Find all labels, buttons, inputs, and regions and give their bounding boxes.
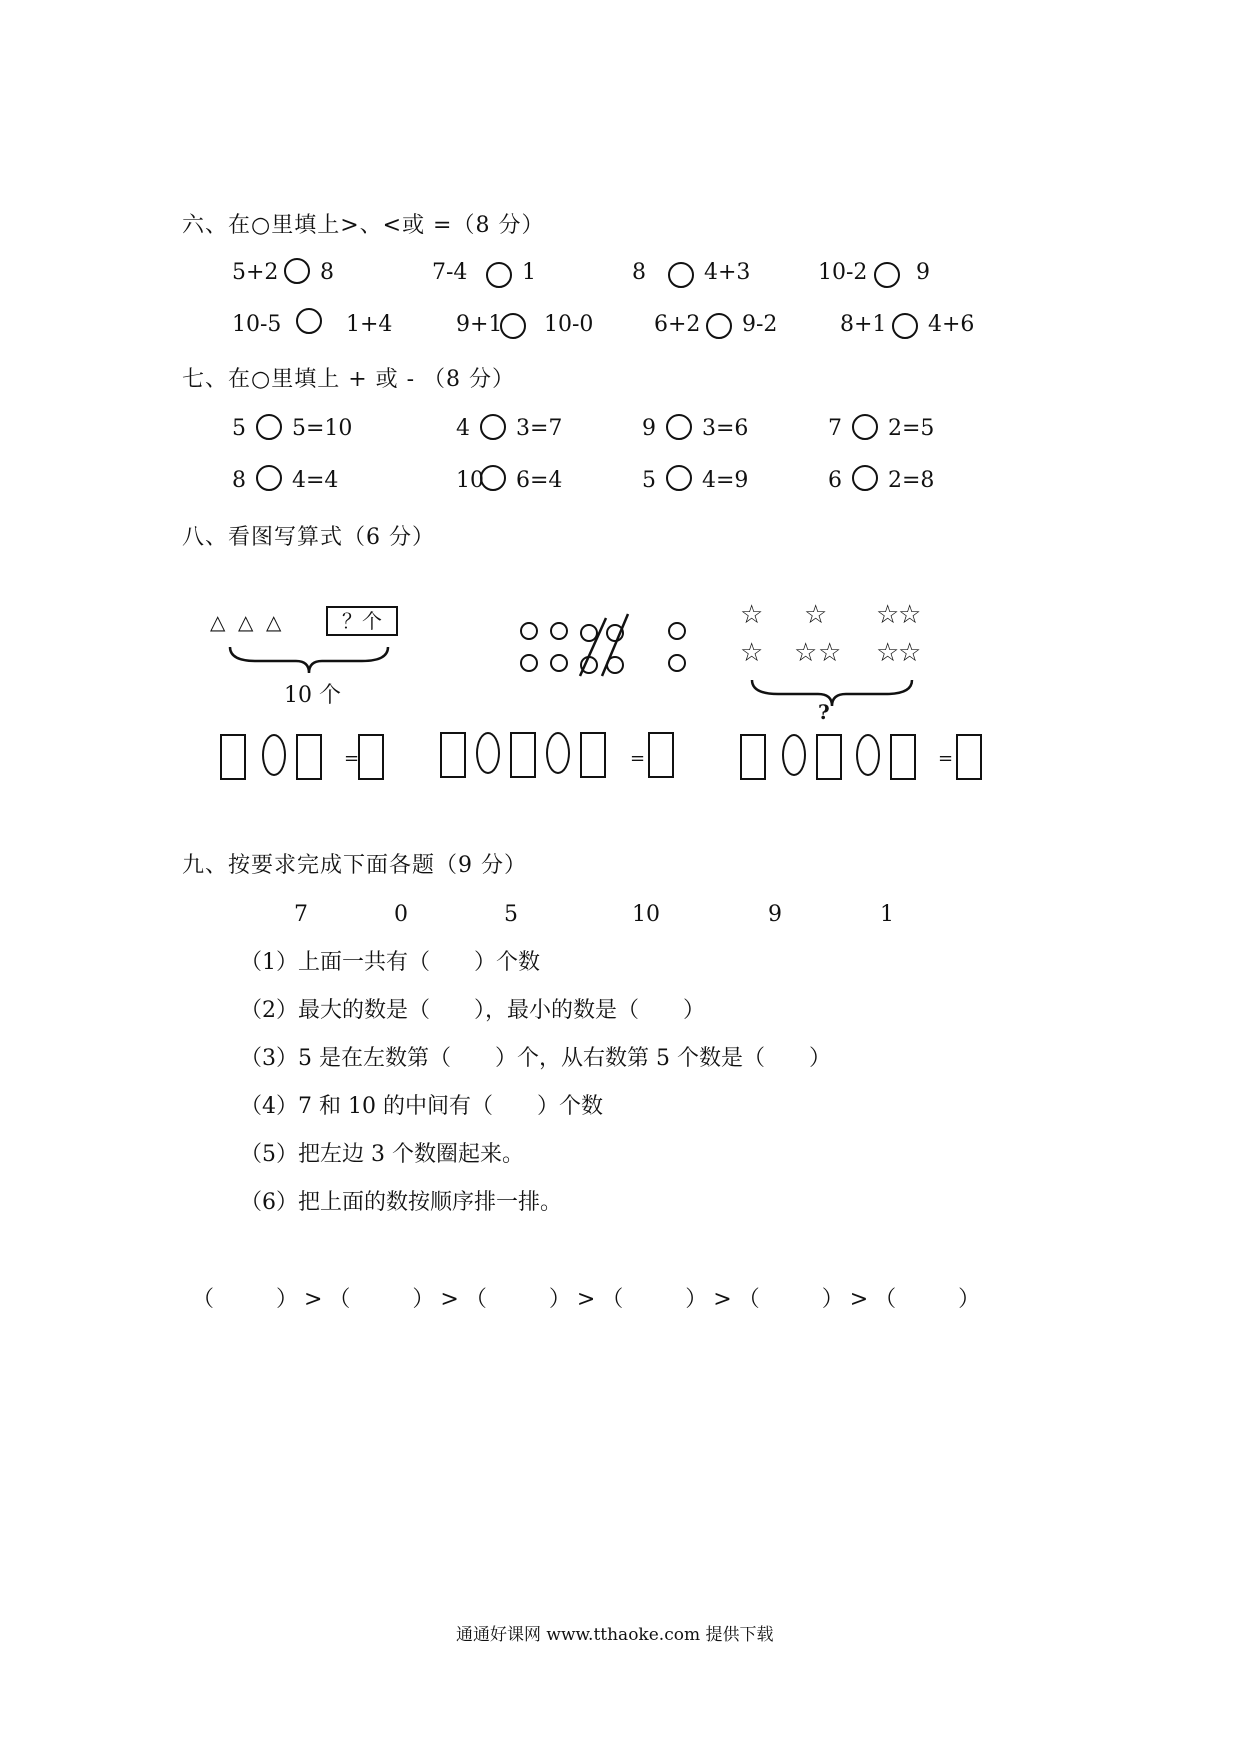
question-mark: ?	[818, 700, 830, 724]
question-4: （4）7 和 10 的中间有（ ）个数	[240, 1094, 603, 1119]
expr-left: 8	[632, 260, 646, 285]
expr-right: 6=4	[516, 468, 563, 493]
operator-oval[interactable]	[856, 734, 880, 776]
equals-sign: =	[938, 748, 954, 769]
expr-right: 3=7	[516, 416, 563, 441]
expr-left: 4	[456, 416, 470, 441]
expr-left: 6+2	[654, 312, 701, 337]
expr-right: 10-0	[544, 312, 594, 337]
operator-circle[interactable]	[852, 465, 878, 491]
number-item: 5	[504, 902, 518, 927]
brace-icon	[226, 645, 392, 675]
compare-circle[interactable]	[500, 313, 526, 339]
triangle-icon: △	[266, 610, 282, 634]
expr-right: 5=10	[292, 416, 353, 441]
number-item: 10	[632, 902, 660, 927]
circle-icon	[520, 654, 538, 672]
operator-oval[interactable]	[782, 734, 806, 776]
expr-right: 9-2	[742, 312, 778, 337]
question-5: （5）把左边 3 个数圈起来。	[240, 1142, 524, 1167]
operator-oval[interactable]	[262, 734, 286, 776]
number-item: 0	[394, 902, 408, 927]
star-icon: ☆	[898, 600, 922, 630]
question-6: （6）把上面的数按顺序排一排。	[240, 1190, 562, 1215]
footer-credit: 通通好课网 www.tthaoke.com 提供下载	[456, 1625, 774, 1645]
operator-oval[interactable]	[476, 732, 500, 774]
answer-box[interactable]	[648, 732, 674, 778]
expr-right: 4+3	[704, 260, 751, 285]
answer-box[interactable]	[440, 732, 466, 778]
circle-icon	[550, 622, 568, 640]
expr-left: 7-4	[432, 260, 468, 285]
operator-circle[interactable]	[480, 414, 506, 440]
answer-box[interactable]	[510, 732, 536, 778]
expr-right: 2=5	[888, 416, 935, 441]
expr-right: 1+4	[346, 312, 393, 337]
total-label: 10 个	[284, 683, 341, 708]
answer-box[interactable]	[358, 734, 384, 780]
compare-circle[interactable]	[874, 262, 900, 288]
expr-left: 5	[232, 416, 246, 441]
expr-left: 8	[232, 468, 246, 493]
star-icon: ☆	[876, 638, 900, 668]
expr-left: 10-2	[818, 260, 868, 285]
expr-right: 1	[522, 260, 536, 285]
expr-right: 4=4	[292, 468, 339, 493]
operator-circle[interactable]	[480, 465, 506, 491]
cross-out-icon	[576, 610, 636, 680]
number-item: 1	[880, 902, 894, 927]
expr-left: 5+2	[232, 260, 279, 285]
question-1: （1）上面一共有（ ）个数	[240, 950, 540, 975]
expr-left: 5	[642, 468, 656, 493]
compare-circle[interactable]	[668, 262, 694, 288]
circle-icon	[550, 654, 568, 672]
equals-sign: =	[344, 748, 360, 769]
star-icon: ☆	[794, 638, 818, 668]
brace-icon	[748, 678, 916, 708]
triangle-icon: △	[238, 610, 254, 634]
operator-circle[interactable]	[256, 465, 282, 491]
section-6-title: 六、在○里填上>、<或 =（8 分）	[182, 213, 545, 238]
star-icon: ☆	[804, 600, 828, 630]
section-8-title: 八、看图写算式（6 分）	[182, 525, 435, 550]
circle-icon	[668, 622, 686, 640]
answer-box[interactable]	[580, 732, 606, 778]
number-item: 9	[768, 902, 782, 927]
equals-sign: =	[630, 748, 646, 769]
triangle-icon: △	[210, 610, 226, 634]
expr-left: 10-5	[232, 312, 282, 337]
operator-circle[interactable]	[256, 414, 282, 440]
expr-right: 9	[916, 260, 930, 285]
section-9-title: 九、按要求完成下面各题（9 分）	[182, 853, 527, 878]
answer-box[interactable]	[220, 734, 246, 780]
compare-circle[interactable]	[892, 313, 918, 339]
question-3: （3）5 是在左数第（ ）个，从右数第 5 个数是（ ）	[240, 1046, 831, 1071]
operator-circle[interactable]	[666, 414, 692, 440]
number-item: 7	[294, 902, 308, 927]
answer-box[interactable]	[956, 734, 982, 780]
expr-left: 6	[828, 468, 842, 493]
ordering-row: （ ）>（ ）>（ ）>（ ）>（ ）>（ ）	[192, 1287, 987, 1312]
expr-left: 10	[456, 468, 484, 493]
compare-circle[interactable]	[486, 262, 512, 288]
operator-oval[interactable]	[546, 732, 570, 774]
expr-right: 4=9	[702, 468, 749, 493]
compare-circle[interactable]	[296, 308, 322, 334]
expr-left: 7	[828, 416, 842, 441]
operator-circle[interactable]	[852, 414, 878, 440]
star-icon: ☆	[740, 638, 764, 668]
star-icon: ☆	[898, 638, 922, 668]
circle-icon	[520, 622, 538, 640]
star-icon: ☆	[818, 638, 842, 668]
expr-right: 4+6	[928, 312, 975, 337]
unknown-count-box: ？个	[326, 606, 398, 636]
expr-left: 8+1	[840, 312, 887, 337]
expr-left: 9	[642, 416, 656, 441]
expr-left: 9+1	[456, 312, 503, 337]
circle-icon	[668, 654, 686, 672]
expr-right: 2=8	[888, 468, 935, 493]
compare-circle[interactable]	[706, 313, 732, 339]
answer-box[interactable]	[296, 734, 322, 780]
answer-box[interactable]	[890, 734, 916, 780]
question-2: （2）最大的数是（ ），最小的数是（ ）	[240, 998, 705, 1023]
expr-right: 8	[320, 260, 334, 285]
operator-circle[interactable]	[666, 465, 692, 491]
answer-box[interactable]	[816, 734, 842, 780]
answer-box[interactable]	[740, 734, 766, 780]
section-7-title: 七、在○里填上 + 或 - （8 分）	[182, 367, 516, 392]
expr-right: 3=6	[702, 416, 749, 441]
compare-circle[interactable]	[284, 258, 310, 284]
star-icon: ☆	[876, 600, 900, 630]
star-icon: ☆	[740, 600, 764, 630]
